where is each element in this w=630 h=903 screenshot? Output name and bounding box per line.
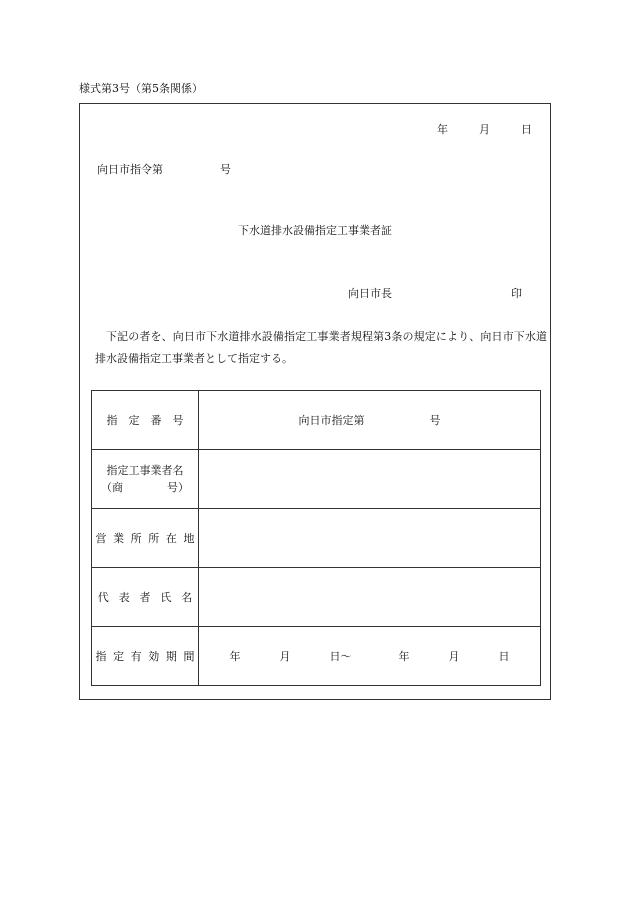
office-address-label: 営業所所在地	[92, 509, 199, 568]
issuer-name: 向日市長	[348, 287, 392, 300]
form-number-caption: 様式第3号（第5条関係）	[79, 82, 203, 95]
contractor-name-value	[199, 450, 541, 509]
issue-day-label: 日	[521, 123, 532, 136]
table-row	[92, 568, 541, 627]
designation-number-value	[199, 391, 541, 450]
period-start-month: 月	[279, 650, 291, 663]
period-end-day: 日	[498, 650, 510, 663]
period-start-year: 年	[229, 650, 241, 663]
trade-name-sublabel: （商 号）	[101, 481, 189, 494]
representative-name-value	[199, 568, 541, 627]
validity-period-value	[199, 627, 541, 686]
table-row	[92, 509, 541, 568]
designation-number-suffix: 号	[429, 414, 441, 427]
seal-mark: 印	[511, 287, 522, 300]
designation-number-label: 指 定 番 号	[92, 391, 199, 450]
order-number-line	[97, 161, 231, 177]
period-end-year: 年	[398, 650, 410, 663]
contractor-name-label	[92, 450, 199, 509]
table-row	[92, 450, 541, 509]
period-end-month: 月	[448, 650, 460, 663]
office-address-value	[199, 509, 541, 568]
table-row	[92, 391, 541, 450]
issue-year-label: 年	[437, 123, 448, 136]
order-number-prefix: 向日市指令第	[97, 163, 163, 176]
representative-name-label: 代表者氏名	[92, 568, 199, 627]
certificate-frame	[79, 103, 551, 700]
period-start-day: 日～	[329, 650, 352, 663]
issue-month-label: 月	[479, 123, 490, 136]
issue-date-line	[437, 121, 532, 137]
order-number-suffix: 号	[220, 163, 231, 176]
contractor-name-label-text: 指定工事業者名	[106, 464, 184, 477]
document-title: 下水道排水設備指定工事業者証	[238, 224, 392, 237]
validity-period-label: 指定有効期間	[92, 627, 199, 686]
table-row	[92, 627, 541, 686]
designation-info-table	[91, 390, 541, 686]
designation-number-prefix: 向日市指定第	[298, 414, 365, 427]
designation-statement: 下記の者を、向日市下水道排水設備指定工事業者規程第3条の規定により、向日市下水道排水設備指定工事業者として指定する。	[95, 330, 547, 365]
